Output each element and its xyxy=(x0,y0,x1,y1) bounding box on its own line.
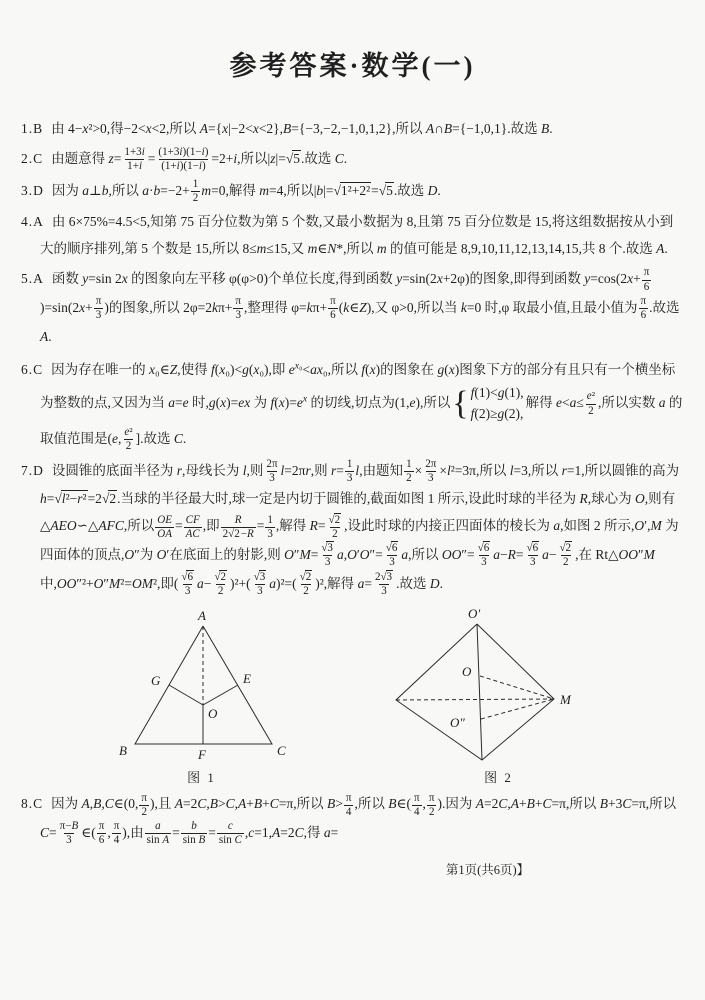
answer-number: 7.D xyxy=(21,462,44,478)
page-title: 参考答案·数学(一) xyxy=(229,51,476,81)
cone-cross-section-figure xyxy=(92,606,312,766)
projection-o-double-prime-label: O″ xyxy=(449,715,465,731)
answer-item-2 xyxy=(21,145,684,174)
answer-text: 因为存在唯一的 x₀∈Z,使得 f(x₀)<g(x₀),即 $e^{x_0}<ax_0$,所以 f(x)的图象在 g(x)图象下方的部分有且只有一个横坐标为整数的点,又因为当 a=e 时,g(x)=ex 为 $f(x)=e^x$ 的切线,切点为(1,e),所以 { f(1)<g(1), f(2)≥g(2), 解得 e<a≤ $\frac{\text{e²}}{2}$ ,所以实数 a 的取值范围是(e, $\frac{\text{e²}}{2}$ ].故选 C. xyxy=(40,360,683,453)
answer-number: 1.B xyxy=(21,121,44,136)
answer-text: 由 4−x²>0,得−2<x<2,所以 A={x|−2<x<2},B={−3,−2,−1,0,1,2},所以 A∩B={−1,0,1}.故选 B. xyxy=(51,121,553,136)
answer-item-7 xyxy=(21,457,684,599)
page-number: 第1页(共6页)】 xyxy=(445,862,530,877)
answer-number: 5.A xyxy=(21,271,44,287)
answer-item-1 xyxy=(21,115,684,142)
point-f-label: F xyxy=(197,747,206,763)
figure-2-caption: 图 2 xyxy=(484,770,513,786)
answer-text: 函数 y=sin 2x 的图象向左平移 φ(φ>0)个单位长度,得到函数 y=sin(2x+2φ)的图象,即得到函数 y=cos(2x+ $\frac{\pi}{6}$ )=sin(2x+ $\frac{\pi}{3}$ )的图象,所以 2φ=2kπ+ $\frac{\pi}{3}$ ,整理得 φ=kπ+ $\frac{\pi}{6}$ (k∈Z),又 φ>0,所以当 k=0 时,φ 取最小值,且最小值为 $\frac{\pi}{6}$ .故选 A. xyxy=(40,266,680,344)
answer-item-6 xyxy=(21,353,684,454)
vertex-m-label: M xyxy=(559,692,571,708)
answer-number: 8.C xyxy=(21,796,44,812)
center-o-label: O xyxy=(207,706,217,722)
answer-number: 2.C xyxy=(21,151,44,166)
answer-text: 由 6×75%=4.5<5,知第 75 百分位数为第 5 个数,又最小数据为 8,且第 75 百分位数是 15,将这组数据按从小到大的顺序排列,第 5 个数是 15,所以 8≤m≤15,又 m∈N*,所以 m 的值可能是 8,9,10,11,12,13,14,15,共 8 个.故选 A. xyxy=(40,214,674,257)
answer-number: 6.C xyxy=(21,362,44,378)
figure-2 xyxy=(384,606,614,786)
figures-row xyxy=(21,606,684,786)
vertex-b-label: B xyxy=(118,743,127,759)
answer-text: 因为 a⊥b,所以 a·b=−2+ $\frac{1}{2}$ m=0,解得 m=4,所以|b|=√1²+2²=√5.故选 D. xyxy=(51,177,441,205)
answer-item-4 xyxy=(21,208,684,262)
answer-item-8 xyxy=(21,790,684,847)
sphere-center-o-label: O xyxy=(461,664,471,680)
tetrahedron-in-sphere-figure xyxy=(384,606,614,766)
answer-text: 因为 A,B,C∈(0, $\frac{\pi}{2}$ ),且 A=2C,B>C,A+B+C=π,所以 B> $\frac{\pi}{4}$ ,所以 B∈( $\frac{\pi}{4}$ , $\frac{\pi}{2}$ ).因为 A=2C,A+B+C=π,所以 B+3C=π,所以 C= $\frac{\pi-B}{3}$ ∈( $\frac{\pi}{6}$ , $\frac{\pi}{4}$ ),由 $\frac{a}{\text{sin A}}$ = $\frac{b}{\text{sin B}}$ = $\frac{c}{\text{sin C}}$ ,c=1,A=2C,得 a= xyxy=(40,791,677,847)
answer-text: 由题意得 z= $\frac{1+3i}{1+i}$ = $\frac{(1+3i)(1-i)}{(1+i)(1-i)}$ =2+i,所以|z|=√5.故选 C. xyxy=(51,146,348,173)
answer-text: 设圆锥的底面半径为 r,母线长为 l,则 $\frac{2\pi}{3}$ l=2πr,则 r= $\frac{1}{3}$ l,由题知 $\frac{1}{2}$ × $\frac{2\pi}{3}$ ×l²=3π,所以 l=3,所以 r=1,所以圆锥的高为 h=√l²−r²=2√2.当球的半径最大时,球一定是内切于圆锥的,截面如图 1 所示,设此时球的半径为 R,球心为 O,则有△AEO∽△AFC,所以 $\frac{OE}{OA}$ = $\frac{CF}{AC}$ ,即 $\frac{R}{2√2-R}$ = $\frac{1}{3}$ ,解得 R= $\frac{√2}{2}$ ,设此时球的内接正四面体的棱长为 a,如图 2 所示,O′,M 为四面体的顶点,O″为 O′在底面上的射影,则 O″M= $\frac{√3}{3}$ a,O′O″= $\frac{√6}{3}$ a,所以 OO″= $\frac{√6}{3}$ a−R= $\frac{√6}{3}$ a− $\frac{√2}{2}$ ,在 Rt△OO″M 中,OO″²+O″M²=OM²,即( $\frac{√6}{3}$ a− $\frac{√2}{2}$ )²+( $\frac{√3}{3}$ a)²=( $\frac{√2}{2}$ )²,解得 a= $\frac{2√3}{3}$ .故选 D. xyxy=(40,457,680,598)
figure-1 xyxy=(92,606,312,786)
vertex-a-label: A xyxy=(197,608,206,624)
answer-number: 4.A xyxy=(21,214,44,230)
vertex-c-label: C xyxy=(276,743,286,759)
answers-list xyxy=(21,115,684,848)
answer-item-3 xyxy=(21,177,684,206)
point-g-label: G xyxy=(150,673,160,689)
apex-o-prime-label: O′ xyxy=(467,606,480,622)
figure-1-caption: 图 1 xyxy=(187,770,216,786)
answer-number: 3.D xyxy=(21,182,44,198)
answer-item-5 xyxy=(21,265,684,349)
point-e-label: E xyxy=(242,671,251,687)
